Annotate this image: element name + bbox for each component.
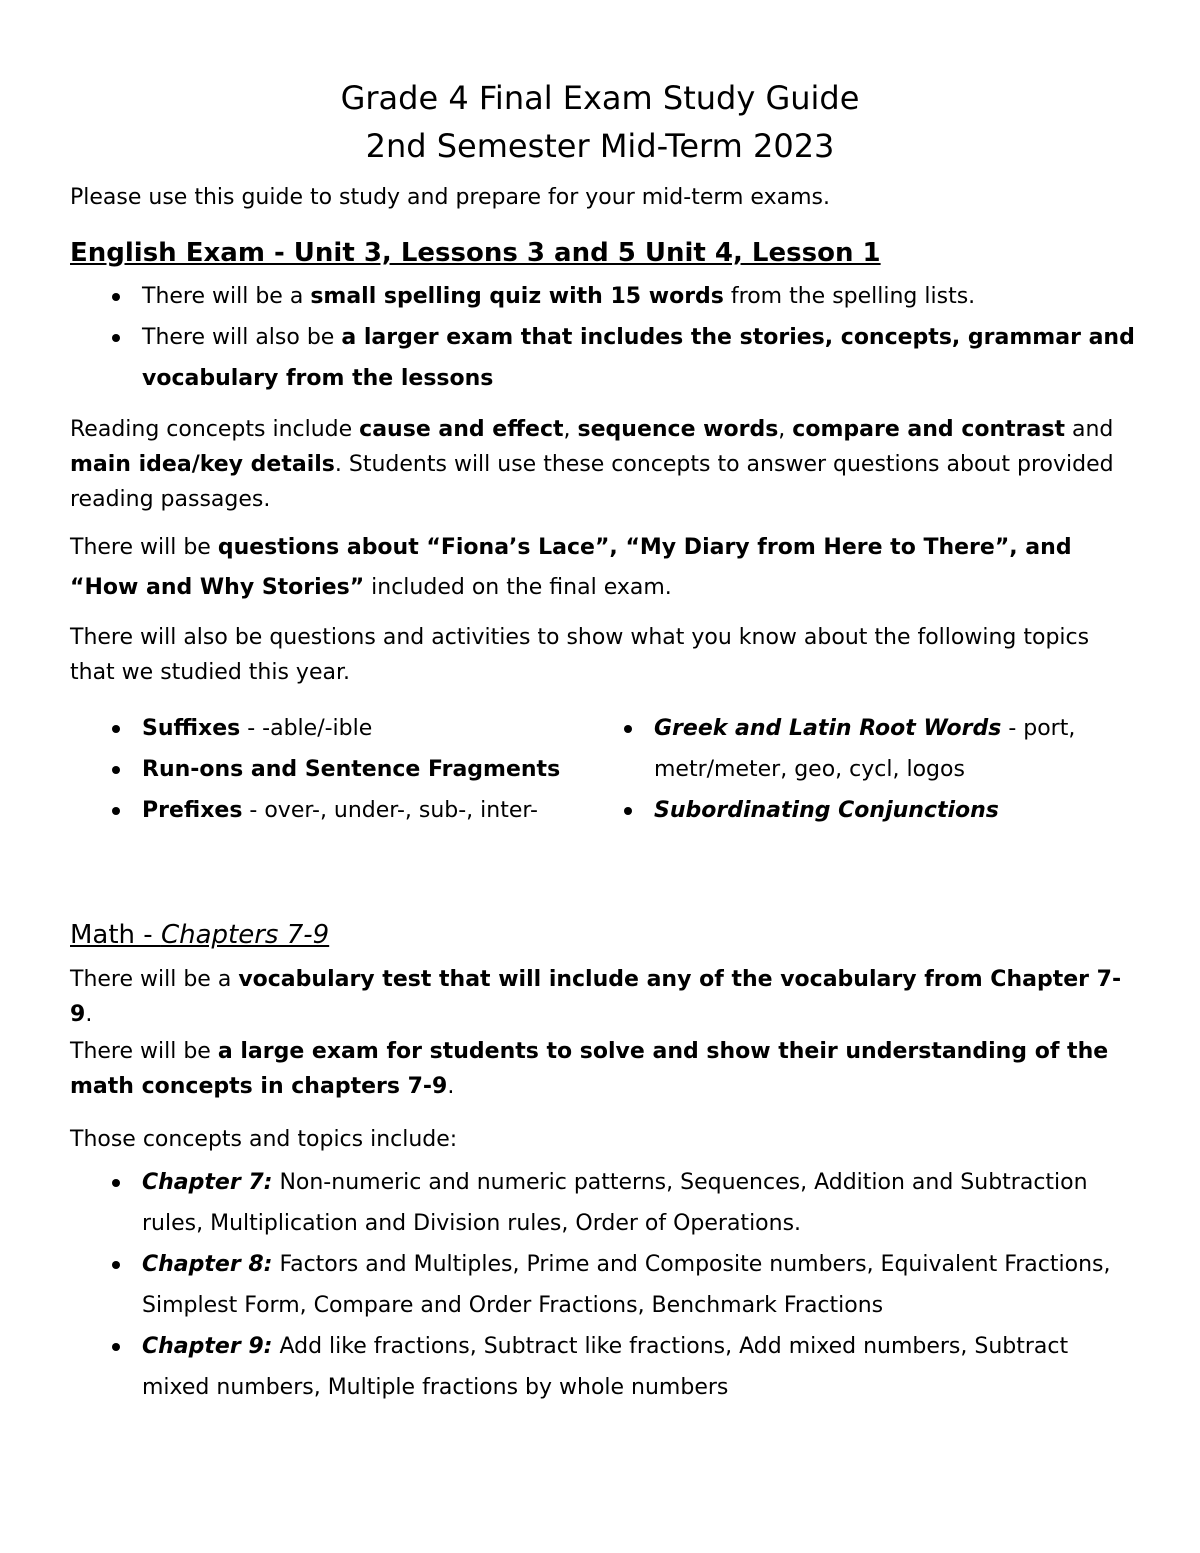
document-title: Grade 4 Final Exam Study Guide	[340, 79, 860, 117]
math-chapters-list	[70, 1162, 1135, 1408]
topic-prefixes: Prefixes - over-, under-, sub-, inter-	[70, 790, 570, 831]
math-topics-intro: Those concepts and topics include:	[70, 1127, 458, 1152]
topics-intro-text: There will also be questions and activities to show what you know about the following topics that we studied this year.	[70, 625, 1090, 685]
topic-suffixes: Suffixes - -able/-ible	[70, 708, 570, 749]
english-bullet-exam: There will also be a larger exam that includes the stories, concepts, grammar and vocabulary from the lessons	[70, 317, 1135, 399]
bullet-icon	[112, 334, 120, 342]
bullet-icon	[112, 807, 120, 815]
math-heading: Math - Chapters 7-9	[70, 920, 330, 950]
math-vocab-text: There will be a vocabulary test that will include any of the vocabulary from Chapter 7-9.	[70, 967, 1122, 1027]
bullet-icon	[112, 1261, 120, 1269]
reading-concepts-text: Reading concepts include cause and effect, sequence words, compare and contrast and main idea/key details. Students will use these concepts to answer questions about provided reading passages.	[70, 417, 1114, 512]
chapter-9-item: Chapter 9: Add like fractions, Subtract like fractions, Add mixed numbers, Subtract mixed numbers, Multiple fractions by whole numbers	[70, 1326, 1135, 1408]
english-bullet-spelling: There will be a small spelling quiz with 15 words from the spelling lists.	[70, 276, 1135, 317]
bullet-icon	[112, 725, 120, 733]
bullet-icon	[112, 1179, 120, 1187]
bullet-icon	[112, 1343, 120, 1351]
math-exam-text: There will be a large exam for students to solve and show their understanding of the math concepts in chapters 7-9.	[70, 1039, 1109, 1099]
topic-greek-latin-roots: Greek and Latin Root Words - port, metr/meter, geo, cycl, logos	[582, 708, 1142, 790]
bullet-icon	[112, 293, 120, 301]
english-bullets	[70, 276, 1135, 399]
stories-text: There will be questions about “Fiona’s Lace”, “My Diary from Here to There”, and “How and Why Stories” included on the final exam.	[70, 535, 1072, 600]
topics-right-list	[582, 708, 1142, 831]
topics-left-list	[70, 708, 570, 831]
topic-subordinating-conjunctions: Subordinating Conjunctions	[582, 790, 1142, 831]
bullet-icon	[112, 766, 120, 774]
english-heading: English Exam - Unit 3, Lessons 3 and 5 Unit 4, Lesson 1	[70, 238, 881, 268]
chapter-7-item: Chapter 7: Non-numeric and numeric patterns, Sequences, Addition and Subtraction rules, Multiplication and Division rules, Order of Operations.	[70, 1162, 1135, 1244]
topic-run-ons: Run-ons and Sentence Fragments	[70, 749, 570, 790]
bullet-icon	[624, 807, 632, 815]
intro-text: Please use this guide to study and prepare for your mid-term exams.	[70, 185, 830, 210]
bullet-icon	[624, 725, 632, 733]
chapter-8-item: Chapter 8: Factors and Multiples, Prime and Composite numbers, Equivalent Fractions, Simplest Form, Compare and Order Fractions, Benchmark Fractions	[70, 1244, 1135, 1326]
document-subtitle: 2nd Semester Mid-Term 2023	[365, 127, 835, 165]
